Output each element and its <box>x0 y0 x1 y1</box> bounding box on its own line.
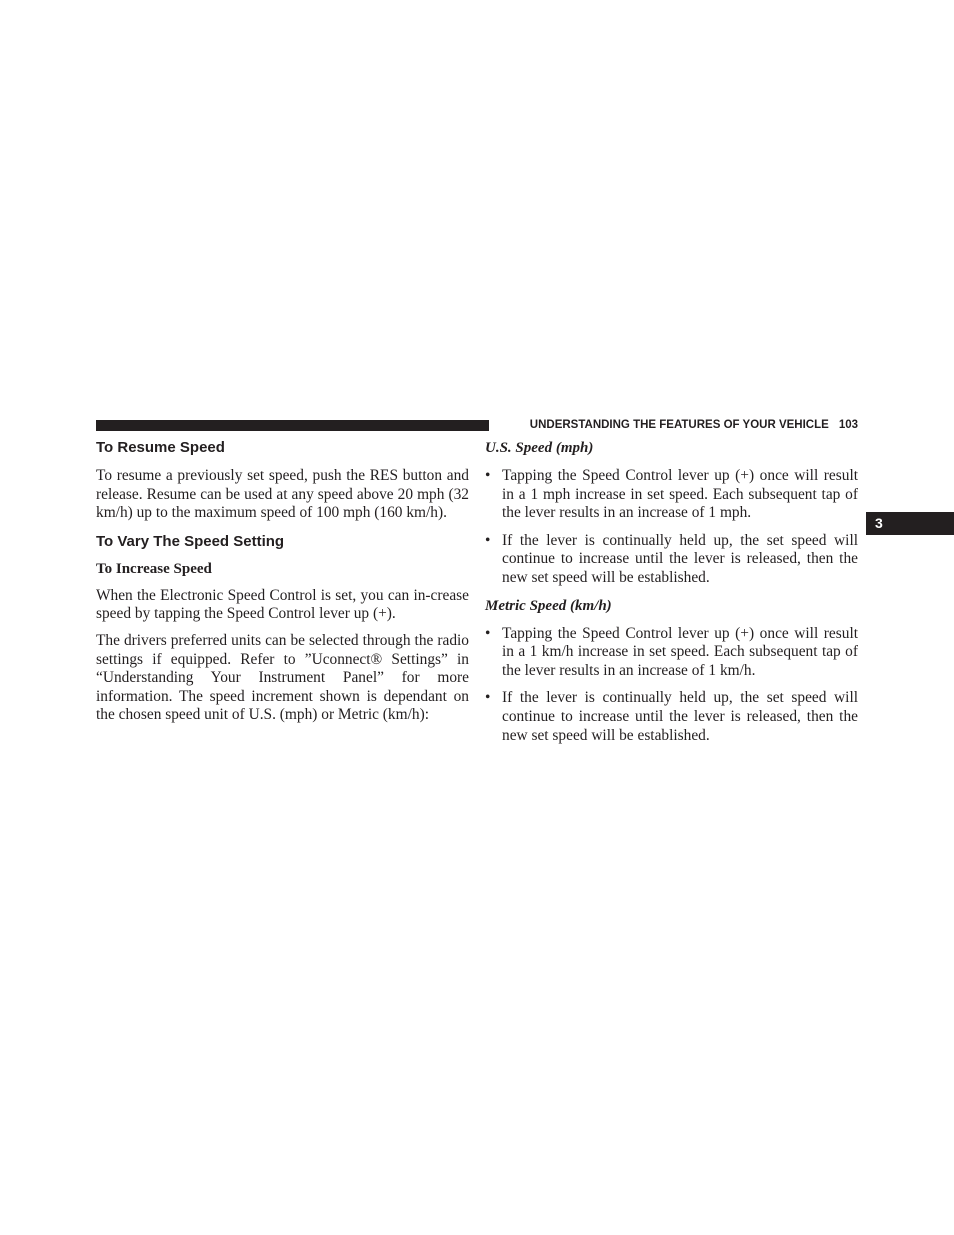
us-speed-heading: U.S. Speed (mph) <box>485 440 594 456</box>
metric-speed-list <box>485 625 858 746</box>
running-header <box>494 418 858 432</box>
vary-speed-heading: To Vary The Speed Setting <box>96 532 285 550</box>
section-title: UNDERSTANDING THE FEATURES OF YOUR VEHICLE <box>529 419 829 431</box>
units-paragraph: The drivers preferred units can be selected through the radio settings if equipped. Refer to ”Uconnect® Settings” in “Understanding Your Instrument Panel” for more information. The speed increment shown is dependant on the chosen speed unit of U.S. (mph) or Metric (km/h): <box>96 631 469 724</box>
bullet-icon: • <box>485 624 491 642</box>
bullet-icon: • <box>485 531 491 549</box>
list-item: • Tapping the Speed Control lever up (+) once will result in a 1 km/h increase in set speed. Each subsequent tap of the lever results in an increase of 1 km/h. <box>485 624 858 679</box>
left-column <box>96 437 469 725</box>
resume-speed-heading: To Resume Speed <box>96 439 225 456</box>
list-item: • If the lever is continually held up, the set speed will continue to increase until the lever is released, then the new set speed will be established. <box>485 689 858 744</box>
header-rule <box>96 420 489 431</box>
bullet-icon: • <box>485 689 491 707</box>
right-column <box>485 437 858 745</box>
increase-speed-heading: To Increase Speed <box>96 560 212 577</box>
increase-speed-paragraph: When the Electronic Speed Control is set, you can in-crease speed by tapping the Speed Control lever up (+). <box>96 586 469 623</box>
bullet-icon: • <box>485 467 491 484</box>
list-item: • Tapping the Speed Control lever up (+) once will result in a 1 mph increase in set speed. Each subsequent tap of the lever results in an increase of 1 mph. <box>485 467 858 522</box>
resume-speed-paragraph: To resume a previously set speed, push the RES button and release. Resume can be used at any speed above 20 mph (32 km/h) up to the maximum speed of 100 mph (160 km/h). <box>96 467 469 522</box>
us-speed-list <box>485 467 858 588</box>
metric-speed-heading: Metric Speed (km/h) <box>485 597 612 614</box>
list-item: • If the lever is continually held up, the set speed will continue to increase until the lever is released, then the new set speed will be established. <box>485 531 858 586</box>
chapter-tab: 3 <box>866 512 954 535</box>
page-number: 103 <box>838 419 858 431</box>
